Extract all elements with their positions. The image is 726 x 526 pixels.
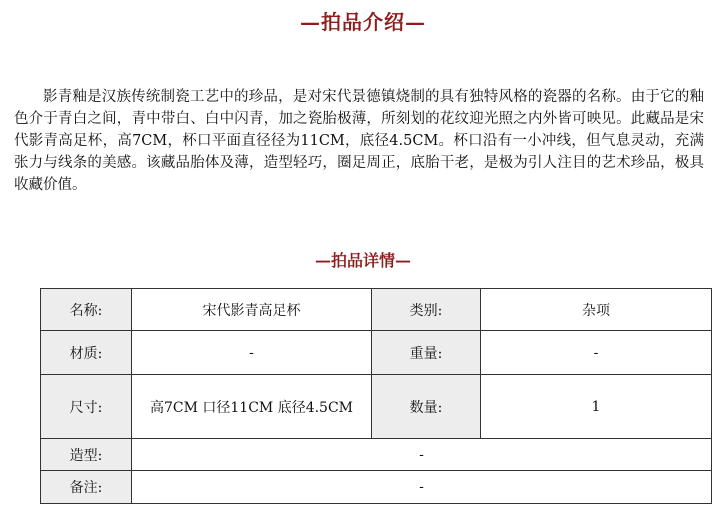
remark-label: 备注: (41, 471, 132, 504)
size-label: 尺寸: (41, 375, 132, 439)
table-row-shape (41, 439, 712, 471)
table-row-remark (41, 471, 712, 504)
name-value: 宋代影青高足杯 (132, 289, 372, 331)
details-table (40, 288, 712, 504)
remark-value: - (132, 471, 712, 504)
table-row-size (41, 375, 712, 439)
table-row-material (41, 331, 712, 375)
intro-title: —拍品介绍— (300, 10, 426, 34)
category-value: 杂项 (481, 289, 712, 331)
size-value: 高7CM 口径11CM 底径4.5CM (132, 375, 372, 439)
material-label: 材质: (41, 331, 132, 375)
details-title: —拍品详情— (314, 251, 411, 270)
name-label: 名称: (41, 289, 132, 331)
quantity-label: 数量: (372, 375, 481, 439)
shape-label: 造型: (41, 439, 132, 471)
category-label: 类别: (372, 289, 481, 331)
quantity-value: 1 (481, 375, 712, 439)
shape-value: - (132, 439, 712, 471)
weight-value: - (481, 331, 712, 375)
intro-description: 影青釉是汉族传统制瓷工艺中的珍品，是对宋代景德镇烧制的具有独特风格的瓷器的名称。由于它的釉色介于青白之间，青中带白、白中闪青，加之瓷胎极薄，所刻划的花纹迎光照之内外皆可映见。此藏品是宋代影青高足杯，高7CM，杯口平面直径径为11CM，底径4.5CM。杯口沿有一小冲线，但气息灵动，充满张力与线条的美感。该藏品胎体及薄，造型轻巧，圈足周正，底胎干老，是极为引人注目的艺术珍品，极具收藏价值。 (14, 89, 704, 193)
material-value: - (132, 331, 372, 375)
table-row-name (41, 289, 712, 331)
weight-label: 重量: (372, 331, 481, 375)
